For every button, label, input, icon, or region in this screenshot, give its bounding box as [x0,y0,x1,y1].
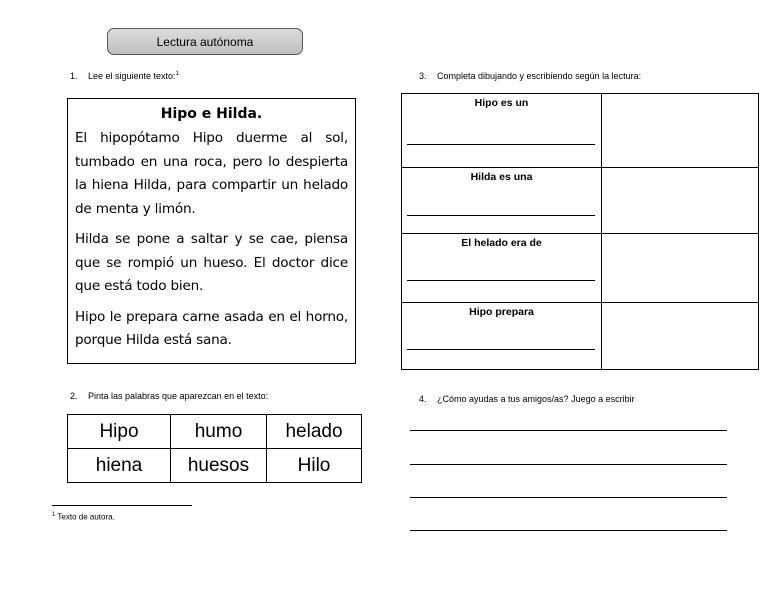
question-2 [70,391,268,401]
row-label: El helado era de [461,237,542,249]
writing-line[interactable] [410,464,727,465]
footnote-mark: 1 [52,512,56,518]
story-paragraph-2: Hilda se pone a saltar y se cae, piensa que se rompió un hueso. El doctor dice que está todo bien. [75,231,348,294]
write-line[interactable] [407,215,595,216]
word-row [68,449,362,483]
question-1-number: 1. [70,71,78,81]
write-cell[interactable] [402,168,602,234]
footnote [52,512,115,522]
write-cell[interactable] [402,303,602,370]
footnote-text: Texto de autora. [57,512,115,522]
drawing-row [402,303,759,370]
drawing-row [402,234,759,303]
drawing-cell[interactable] [602,234,759,303]
question-3-number: 3. [419,71,427,81]
question-1-text [88,71,179,81]
write-line[interactable] [407,349,595,350]
word-cell[interactable]: helado [267,415,362,449]
question-4-text: ¿Cómo ayudas a tus amigos/as? Juego a escribir [437,394,635,404]
question-3-text: Completa dibujando y escribiendo según la lectura: [437,71,642,81]
drawing-cell[interactable] [602,94,759,168]
word-cell[interactable]: hiena [68,449,171,483]
activity-title: Lectura autónoma [107,28,303,55]
footnote-reference: 1 [175,71,179,77]
row-label: Hipo es un [474,97,529,109]
question-4 [419,394,635,404]
question-3 [419,71,641,81]
writing-line[interactable] [410,530,727,531]
drawing-row [402,168,759,234]
word-table [67,414,362,483]
writing-line[interactable] [410,497,727,498]
word-cell[interactable]: huesos [171,449,267,483]
question-1-label: Lee el siguiente texto: [88,71,176,81]
story-paragraph-3: Hipo le prepara carne asada en el horno, porque Hilda está sana. [75,308,348,348]
writing-line[interactable] [410,430,727,431]
word-cell[interactable]: humo [171,415,267,449]
row-label: Hilda es una [470,171,533,183]
footnote-divider [52,505,192,506]
write-cell[interactable] [402,94,602,168]
word-cell[interactable]: Hipo [68,415,171,449]
story-title: Hipo e Hilda. [160,106,263,122]
drawing-cell[interactable] [602,168,759,234]
question-1 [70,71,179,81]
story-paragraph-1: El hipopótamo Hipo duerme al sol, tumbado en una roca, pero lo despierta la hiena Hilda, para compartir un helado de menta y limón. [75,130,348,217]
drawing-cell[interactable] [602,303,759,370]
drawing-row [402,94,759,168]
story-box [67,98,356,364]
row-label: Hipo prepara [469,306,534,318]
write-line[interactable] [407,144,595,145]
write-cell[interactable] [402,234,602,303]
question-2-number: 2. [70,391,78,401]
word-cell[interactable]: Hilo [267,449,362,483]
write-line[interactable] [407,280,595,281]
word-row [68,415,362,449]
question-2-text: Pinta las palabras que aparezcan en el texto: [88,391,269,401]
question-4-number: 4. [419,394,427,404]
drawing-table [401,93,759,370]
